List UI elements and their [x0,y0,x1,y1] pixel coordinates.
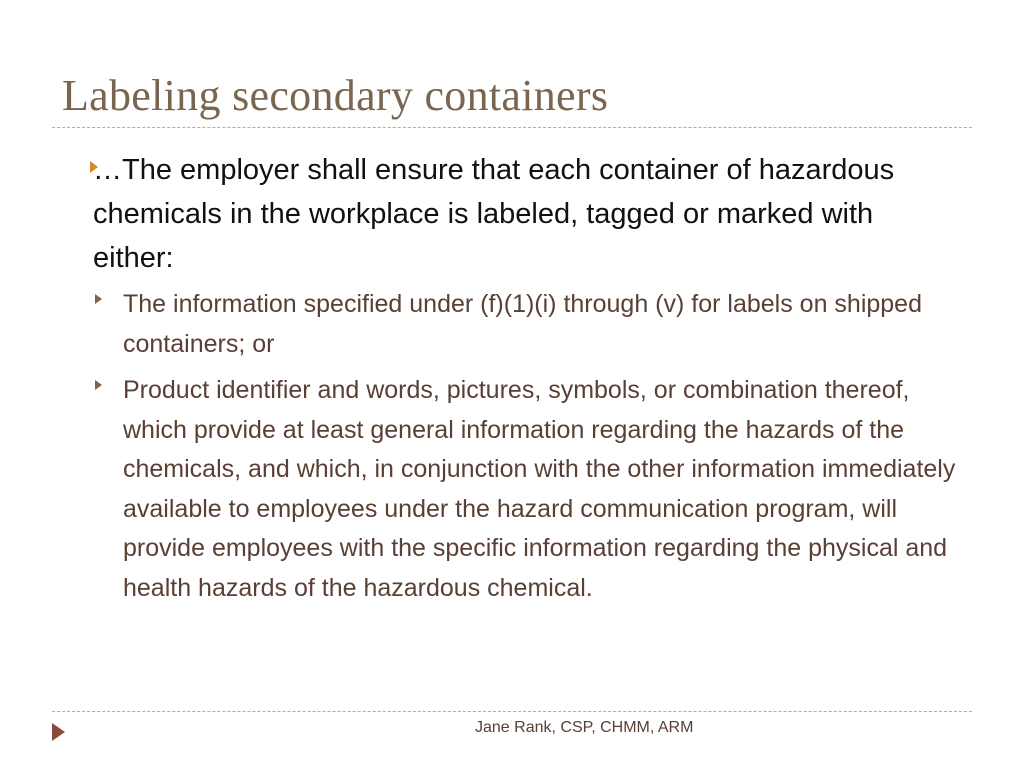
bullet-text-content: …The employer shall ensure that each container of hazardous chemicals in the workplace is labeled, tagged or marked with either: [93,154,895,274]
slide-title: Labeling secondary containers [62,71,609,120]
sub-bullet-item [95,285,965,358]
triangle-nav-icon[interactable] [52,723,65,741]
triangle-bullet-icon [95,380,102,390]
footer-divider [52,711,972,712]
triangle-bullet-icon [95,294,102,304]
sub-bullet-item [95,371,965,602]
footer-author: Jane Rank, CSP, CHMM, ARM [475,719,694,736]
bullet-item [90,148,950,274]
title-divider [52,127,972,128]
sub-bullet-text: The information specified under (f)(1)(i) through (v) for labels on shipped containers; or [123,290,922,358]
bullet-text [93,148,943,280]
sub-bullet-text: Product identifier and words, pictures, symbols, or combination thereof, which provide at least general information regarding the hazards of the chemicals, and which, in conjunction with the other information immediately available to employees under the hazard communication program, will provide employees with the specific information regarding the physical and health hazards of the hazardous chemical. [123,376,956,602]
